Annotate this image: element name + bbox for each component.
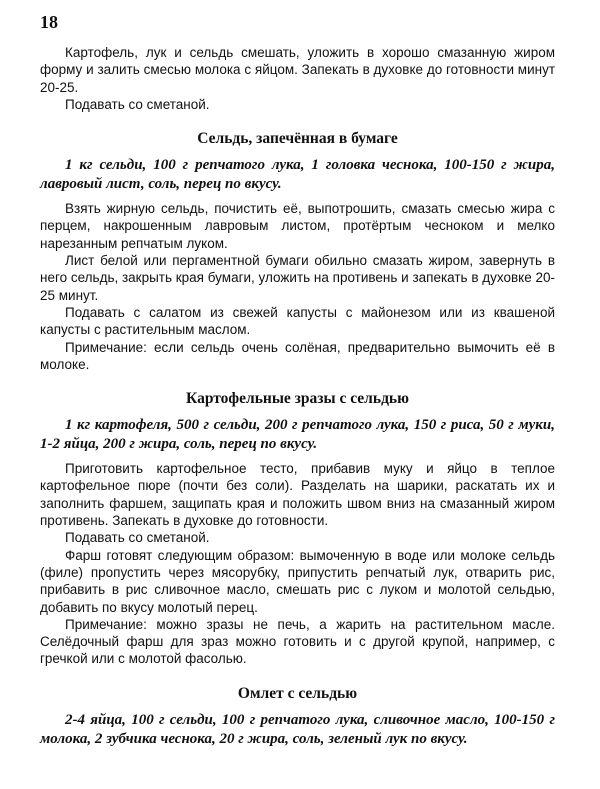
recipe-note: Примечание: можно зразы не печь, а жарить на растительном масле. Селёдочный фарш для зраз можно готовить и с другой крупой, например, с гречкой или с молотой фасолью.	[40, 616, 555, 667]
recipe-paragraph: Подавать с салатом из свежей капусты с майонезом или из квашеной капусты с растительным маслом.	[40, 304, 555, 338]
recipe-paragraph: Подавать со сметаной.	[65, 530, 210, 546]
recipe-paragraph: Взять жирную сельдь, почистить её, выпотрошить, смазать смесью жира с перцем, накрошенным лавровым листом, протёртым чесноком и мелко нарезанным репчатым луком.	[40, 201, 555, 251]
recipe-paragraph: Приготовить картофельное тесто, прибавив муку и яйцо в теплое картофельное пюре (почти без соли). Разделать на шарики, раскатать их и заполнить фаршем, защипать края и положить швом вниз на смазанный жиром противень. Запекать в духовке до готовности.	[40, 461, 555, 529]
page-number: 18	[40, 12, 58, 32]
recipe-paragraph: Лист белой или пергаментной бумаги обильно смазать жиром, завернуть в него сельдь, закрыть края бумаги, уложить на противень и запекать в духовке 20-25 минут.	[40, 253, 555, 303]
recipe-title: Сельдь, запечённая в бумаге	[197, 130, 398, 148]
recipe-title: Омлет с сельдью	[237, 684, 358, 702]
intro-paragraph: Подавать со сметаной.	[65, 96, 210, 112]
recipe-ingredients: 2-4 яйца, 100 г сельди, 100 г репчатого лука, сливочное масло, 100-150 г молока, 2 зубчика чеснока, 20 г жира, соль, зеленый лук по вкусу.	[40, 711, 555, 747]
page-text	[40, 44, 555, 755]
recipe-title: Картофельные зразы с сельдью	[186, 390, 409, 408]
recipe-paragraph: Фарш готовят следующим образом: вымоченную в воде или молоке сельдь (филе) пропустить через мясорубку, припустить репчатый лук, отварить рис, прибавить в рис сливочное масло, смешать рис с луком и молотой сельдью, добавить по вкусу молотый перец.	[40, 547, 555, 615]
recipe-ingredients: 1 кг сельди, 100 г репчатого лука, 1 головка чеснока, 100-150 г жира, лавровый лист, соль, перец по вкусу.	[40, 157, 555, 193]
recipe-note: Примечание: если сельдь очень солёная, предварительно вымочить её в молоке.	[40, 339, 555, 372]
intro-paragraph: Картофель, лук и сельдь смешать, уложить в хорошо смазанную жиром форму и залить смесью молока с яйцом. Запекать в духовке до готовности минут 20-25.	[40, 45, 555, 95]
recipe-ingredients: 1 кг картофеля, 500 г сельди, 200 г репчатого лука, 150 г риса, 50 г муки, 1-2 яйца, 200 г жира, соль, перец по вкусу.	[40, 417, 555, 453]
